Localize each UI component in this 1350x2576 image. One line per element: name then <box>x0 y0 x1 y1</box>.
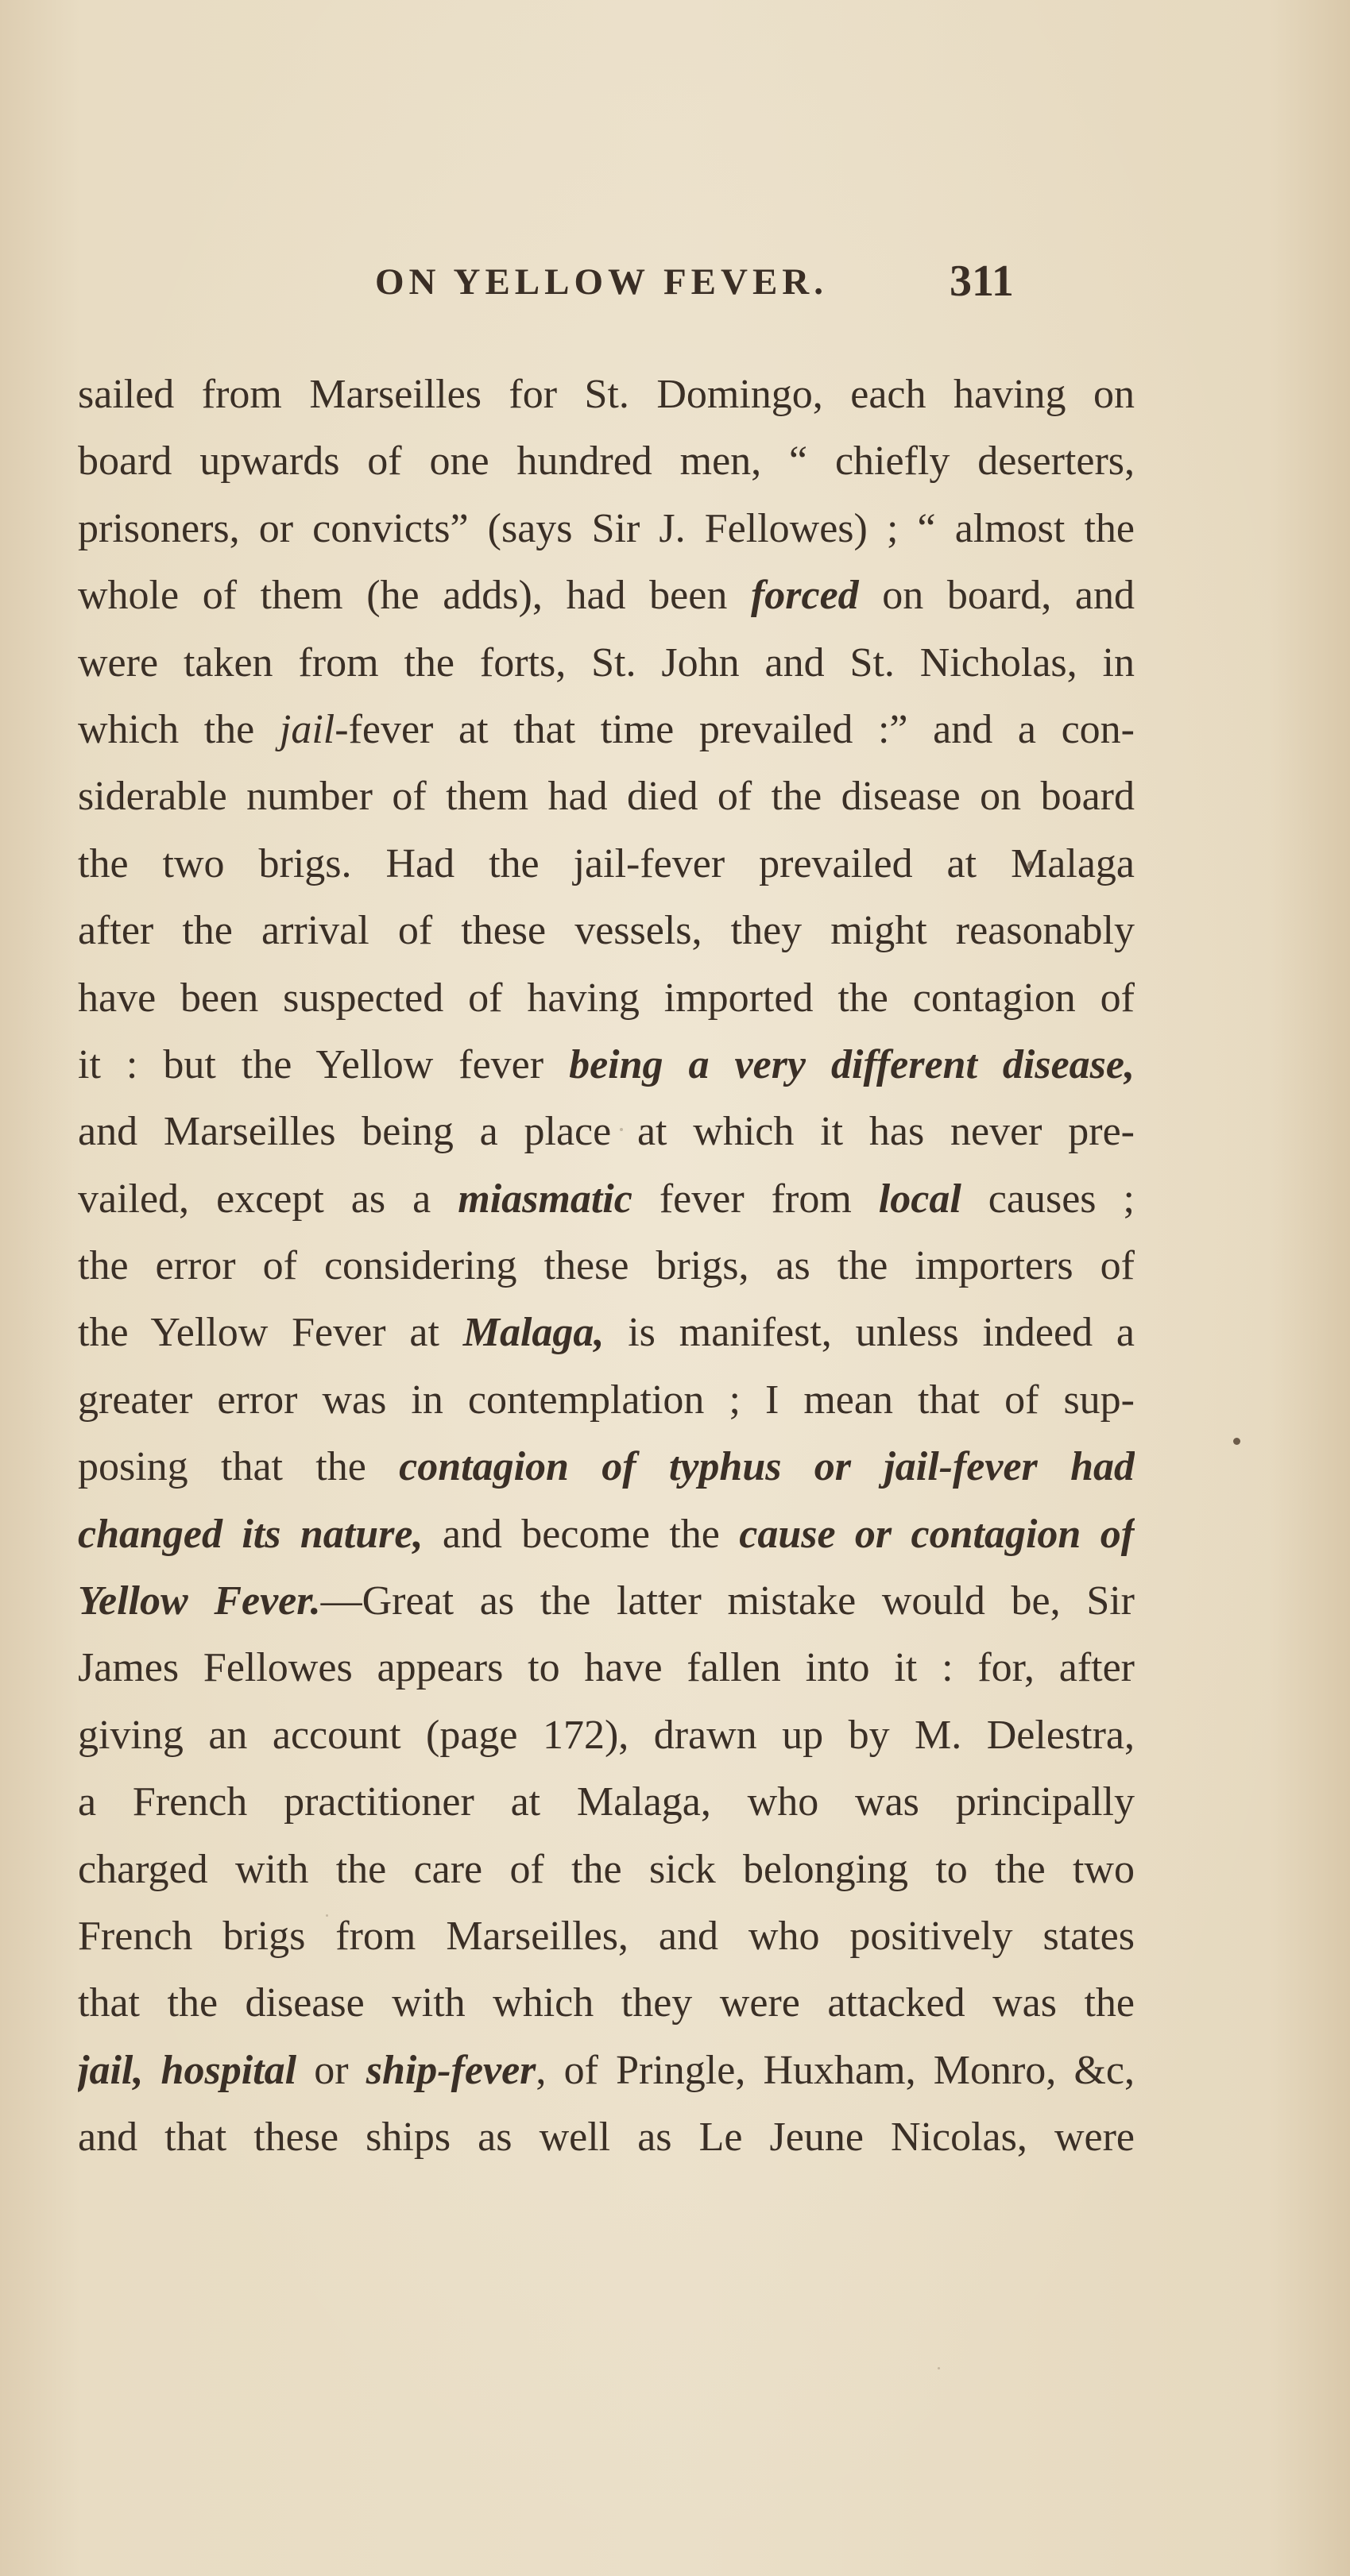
text-line: and Marseilles being a place at which it has never pre- <box>78 1109 1135 1155</box>
text-line: whole of them (he adds), had been forced on board, and <box>78 573 1135 619</box>
emphasis: jail <box>279 706 335 752</box>
emphasis: being a very different disease, <box>569 1041 1135 1087</box>
text-line: that the disease with which they were attacked was the <box>78 1980 1135 2026</box>
page-header <box>0 256 1350 319</box>
emphasis: cause or contagion of <box>739 1511 1135 1557</box>
text-line: sailed from Marseilles for St. Domingo, each having on <box>78 372 1135 417</box>
page-number: 311 <box>950 257 1014 306</box>
text-line: jail, hospital or ship-fever, of Pringle, Huxham, Monro, &c, <box>78 2047 1135 2093</box>
emphasis: jail, <box>78 2047 144 2093</box>
text-line: were taken from the forts, St. John and St. Nicholas, in <box>78 639 1135 686</box>
text-line: vailed, except as a miasmatic fever from local causes ; <box>78 1176 1135 1222</box>
text-line: greater error was in contemplation ; I mean that of sup- <box>78 1377 1135 1423</box>
text-line: giving an account (page 172), drawn up by M. Delestra, <box>78 1712 1135 1758</box>
foxing-spot <box>1233 1438 1240 1445</box>
body-text <box>78 361 1135 2172</box>
emphasis: local <box>878 1176 961 1222</box>
emphasis: forced <box>750 573 859 619</box>
text-line: the error of considering these brigs, as the importers of <box>78 1243 1135 1289</box>
emphasis: hospital <box>161 2047 297 2093</box>
emphasis: ship-fever <box>366 2047 536 2093</box>
text-line: which the jail-fever at that time prevailed :” and a con- <box>78 706 1135 752</box>
text-line: it : but the Yellow fever being a very different disease, <box>78 1041 1135 1087</box>
text-line: the two brigs. Had the jail-fever prevailed at Malaga <box>78 840 1135 886</box>
text-line: the Yellow Fever at Malaga, is manifest, unless indeed a <box>78 1310 1135 1356</box>
running-head: ON YELLOW FEVER. <box>375 261 828 303</box>
emphasis: miasmatic <box>458 1176 632 1222</box>
emphasis: changed its nature, <box>78 1511 424 1557</box>
text-line: charged with the care of the sick belonging to the two <box>78 1846 1135 1892</box>
emphasis: Malaga, <box>462 1310 605 1356</box>
text-line: have been suspected of having imported the contagion of <box>78 975 1135 1021</box>
text-line: prisoners, or convicts” (says Sir J. Fellowes) ; “ almost the <box>78 505 1135 551</box>
text-line: siderable number of them had died of the disease on board <box>78 774 1135 820</box>
text-line: changed its nature, and become the cause or contagion of <box>78 1511 1135 1557</box>
text-line: and that these ships as well as Le Jeune Nicolas, were <box>78 2114 1135 2161</box>
text-line: French brigs from Marseilles, and who positively states <box>78 1913 1135 1959</box>
text-line: a French practitioner at Malaga, who was principally <box>78 1779 1135 1825</box>
emphasis: Yellow Fever. <box>78 1578 321 1624</box>
text-line: James Fellowes appears to have fallen into it : for, after <box>78 1645 1135 1691</box>
foxing-spot <box>938 2367 940 2369</box>
text-line: after the arrival of these vessels, they might reasonably <box>78 908 1135 954</box>
emphasis: contagion of typhus or jail-fever had <box>399 1444 1135 1490</box>
text-line: Yellow Fever.—Great as the latter mistake would be, Sir <box>78 1578 1135 1624</box>
text-line: posing that the contagion of typhus or jail-fever had <box>78 1444 1135 1490</box>
text-line: board upwards of one hundred men, “ chiefly deserters, <box>78 438 1135 485</box>
